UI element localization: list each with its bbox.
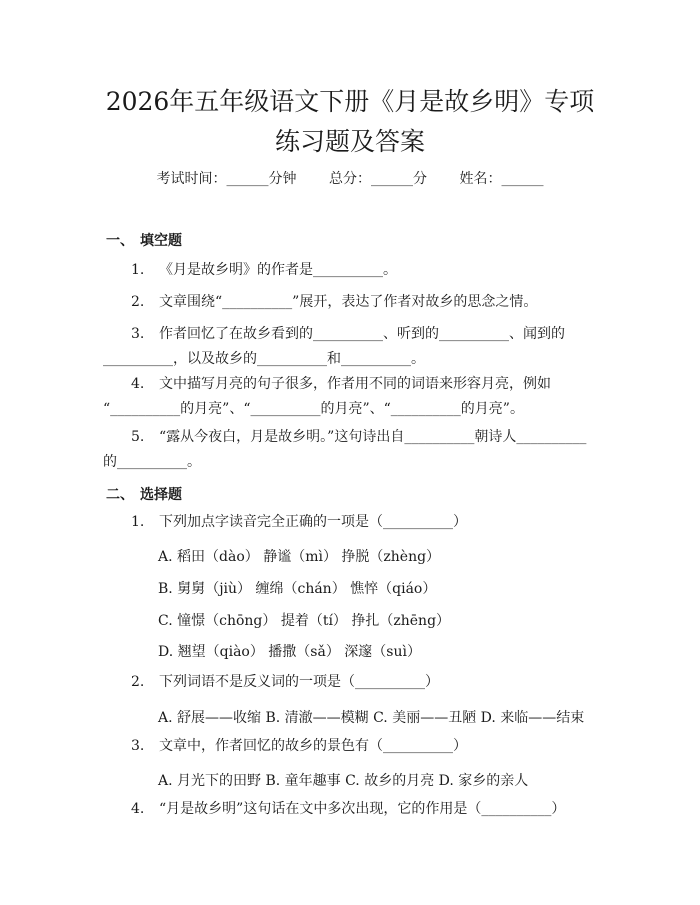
choice-question-1: 1. 下列加点字读音完全正确的一项是（__________）: [131, 514, 467, 530]
choice-1-option-c: C. 憧憬（chōng） 提着（tí） 挣扎（zhēng）: [158, 613, 451, 629]
choice-question-2: 2. 下列词语不是反义词的一项是（__________）: [131, 674, 439, 690]
fill-question-5: 5. “露从今夜白，月是故乡明。”这句诗出自__________朝诗人__________ 的__________。: [103, 429, 587, 470]
choice-3-options: A. 月光下的田野 B. 童年趣事 C. 故乡的月亮 D. 家乡的亲人: [158, 773, 529, 789]
choice-1-option-d: D. 翘望（qiào） 播撒（sǎ） 深邃（suì）: [158, 644, 421, 660]
exam-meta: [0, 168, 700, 188]
section-heading-fill: 一、 填空题: [106, 233, 182, 249]
exam-time: 考试时间：______分钟: [156, 171, 297, 187]
title-line-1: 2026年五年级语文下册《月是故乡明》专项: [105, 87, 595, 116]
choice-2-options: A. 舒展——收缩 B. 清澈——模糊 C. 美丽——丑陋 D. 来临——结束: [158, 710, 585, 726]
fill-question-1: 1. 《月是故乡明》的作者是__________。: [131, 262, 397, 278]
choice-question-4: 4. “月是故乡明”这句话在文中多次出现，它的作用是（__________）: [131, 801, 566, 817]
section-heading-choice: 二、 选择题: [106, 487, 182, 503]
fill-question-2: 2. 文章围绕“__________”展开，表达了作者对故乡的思念之情。: [131, 294, 538, 310]
exam-score: 总分：______分: [329, 171, 427, 187]
title-line-2: 练习题及答案: [274, 127, 425, 156]
choice-1-option-b: B. 舅舅（jiù） 缠绵（chán） 憔悴（qiáo）: [158, 581, 437, 597]
document-title: [40, 82, 660, 162]
choice-question-3: 3. 文章中，作者回忆的故乡的景色有（__________）: [131, 738, 467, 754]
student-name: 姓名：______: [459, 171, 544, 187]
choice-1-option-a: A. 稻田（dào） 静谧（mì） 挣脱（zhèng）: [158, 549, 441, 565]
fill-question-3: 3. 作者回忆了在故乡看到的__________、听到的__________、闻到的 __________，以及故乡的__________和__________。: [103, 326, 565, 367]
fill-question-4: 4. 文中描写月亮的句子很多，作者用不同的词语来形容月亮，例如 “__________的月亮”、“__________的月亮”、“__________的月亮”。: [103, 376, 551, 417]
